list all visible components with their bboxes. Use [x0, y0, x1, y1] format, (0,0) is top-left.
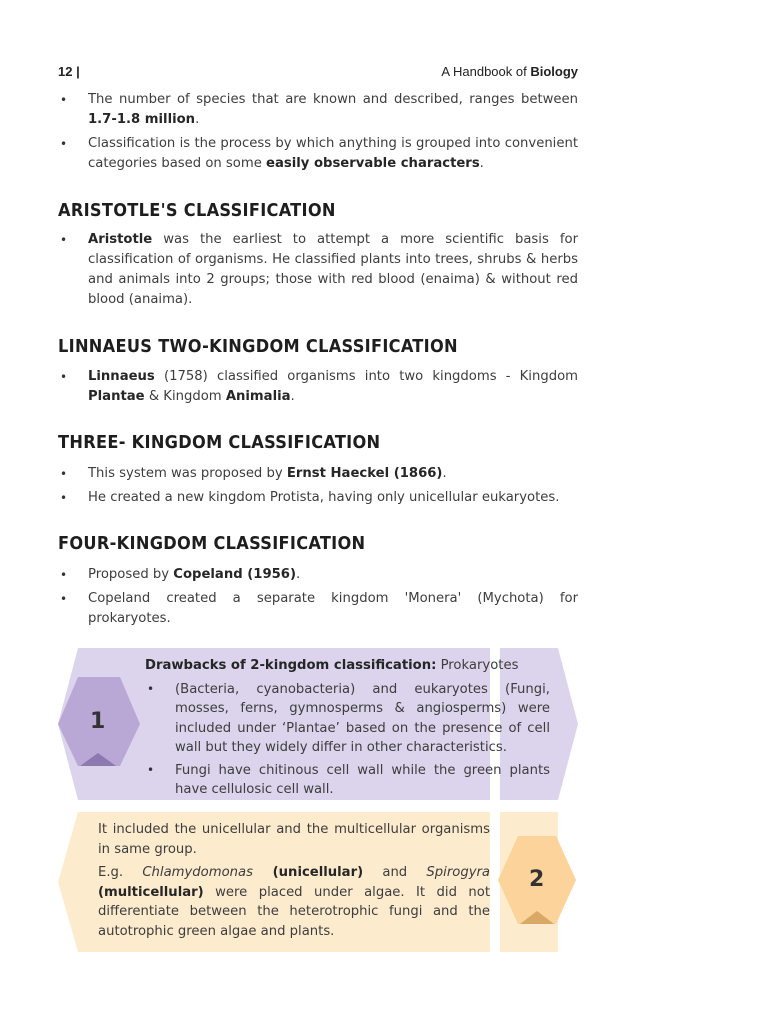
panel-1-number: 1: [90, 709, 106, 734]
panel-2-text: [98, 820, 490, 945]
list-item: • Classification is the process by which anything is grouped into convenient categories based on some easily observable characters.: [58, 134, 578, 174]
three-kingdom-bullet-list: [58, 464, 578, 512]
book-title: A Handbook of Biology: [441, 64, 578, 79]
panel-1-title: Drawbacks of 2-kingdom classification: Prokaryotes: [145, 658, 519, 673]
list-item: • Aristotle was the earliest to attempt a more scientific basis for classification of organisms. He classified plants into trees, shrubs & herbs and animals into 2 groups; those with red blood (enaima) & without red blood (anaima).: [58, 230, 578, 310]
panel-2-paragraph: It included the unicellular and the multicellular organisms in same group.: [98, 822, 490, 857]
section-heading-linnaeus: LINNAEUS TWO-KINGDOM CLASSIFICATION: [58, 336, 458, 357]
page-number: 12 |: [58, 64, 80, 79]
drawback-panel-2: [58, 812, 578, 952]
list-item: • Linnaeus (1758) classified organisms into two kingdoms - Kingdom Plantae & Kingdom Animalia.: [58, 367, 578, 407]
aristotle-bullet-list: [58, 230, 578, 314]
list-item: • Fungi have chitinous cell wall while the green plants have cellulosic cell wall.: [145, 761, 550, 800]
list-item: • Proposed by Copeland (1956).: [58, 565, 578, 585]
panel-2-number: 2: [529, 867, 545, 892]
panel-1-text: [145, 656, 550, 803]
section-heading-four-kingdom: FOUR-KINGDOM CLASSIFICATION: [58, 533, 366, 554]
four-kingdom-bullet-list: [58, 565, 578, 633]
running-header: [58, 64, 578, 84]
intro-bullet-list: [58, 90, 578, 178]
list-item: • The number of species that are known and described, ranges between 1.7-1.8 million.: [58, 90, 578, 130]
drawback-panel-1: [58, 648, 578, 800]
list-item: • Copeland created a separate kingdom 'Monera' (Mychota) for prokaryotes.: [58, 589, 578, 629]
section-heading-three-kingdom: THREE- KINGDOM CLASSIFICATION: [58, 432, 381, 453]
list-item: • (Bacteria, cyanobacteria) and eukaryotes (Fungi, mosses, ferns, gymnosperms & angiosperms) were included under ‘Plantae’ based on the presence of cell wall but they widely differ in other characteristics.: [145, 680, 550, 758]
panel-2-example: E.g. Chlamydomonas (unicellular) and Spirogyra (multicellular) were placed under algae. It did not differentiate between the heterotrophic fungi and the autotrophic green algae and plants.: [98, 865, 490, 939]
list-item: • This system was proposed by Ernst Haeckel (1866).: [58, 464, 578, 484]
section-heading-aristotle: ARISTOTLE'S CLASSIFICATION: [58, 200, 336, 221]
linnaeus-bullet-list: [58, 367, 578, 411]
list-item: • He created a new kingdom Protista, having only unicellular eukaryotes.: [58, 488, 578, 508]
